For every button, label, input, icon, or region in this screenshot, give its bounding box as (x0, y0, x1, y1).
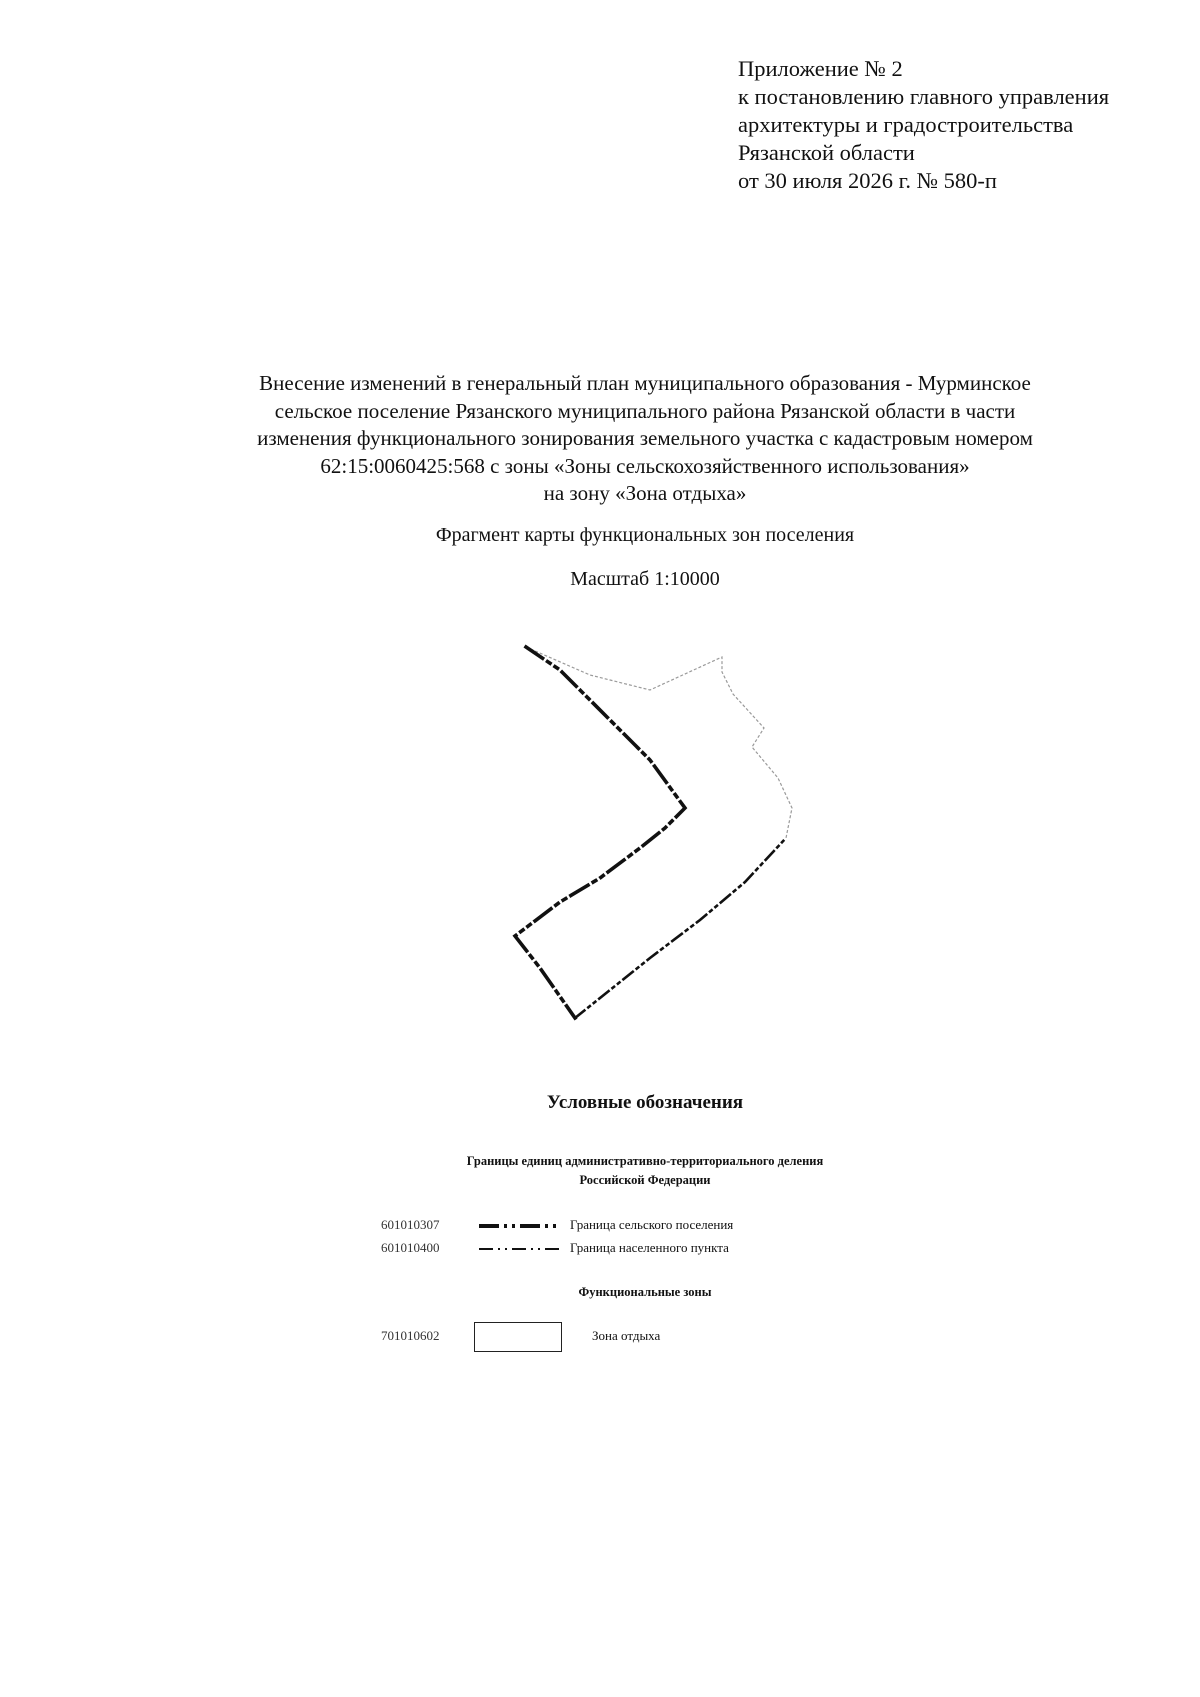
legend-label: Зона отдыха (592, 1328, 661, 1343)
recreation-zone-swatch (474, 1322, 562, 1352)
title-line: 62:15:0060425:568 с зоны «Зоны сельскохозяйственного использования» (320, 453, 970, 478)
appendix-line: Рязанской области (738, 140, 915, 165)
thin-dash-dot-line-icon (477, 1240, 563, 1258)
rural-settlement-boundary (515, 647, 685, 1018)
legend-section-line: Российской Федерации (579, 1173, 711, 1187)
thick-dash-dot-line-icon (477, 1217, 563, 1235)
appendix-line: к постановлению главного управления (738, 84, 1110, 109)
legend-title: Условные обозначения (546, 1092, 744, 1113)
appendix-line: архитектуры и градостроительства (738, 112, 1074, 137)
title-line: сельское поселение Рязанского муниципального района Рязанской области в части (274, 398, 1016, 423)
appendix-line: от 30 июля 2026 г. № 580-п (738, 168, 997, 193)
map-scale: Масштаб 1:10000 (570, 568, 720, 590)
legend-section-boundaries (0, 1152, 1200, 1190)
title-line: Внесение изменений в генеральный план муниципального образования - Мурминское (259, 371, 1031, 395)
legend-label: Граница населенного пункта (570, 1240, 729, 1255)
title-line: на зону «Зона отдыха» (543, 481, 747, 505)
map-fragment-caption: Фрагмент карты функциональных зон поселения (435, 524, 855, 546)
appendix-line: Приложение № 2 (738, 56, 903, 81)
legend-label: Граница сельского поселения (570, 1217, 734, 1232)
legend-section-functional-zones (0, 1283, 1200, 1302)
legend-code: 601010307 (381, 1217, 440, 1232)
legend-code: 701010602 (381, 1328, 440, 1343)
legend-section-line: Границы единиц административно-территориального деления (466, 1154, 824, 1168)
locality-boundary (575, 838, 786, 1018)
legend-section-line: Функциональные зоны (578, 1285, 712, 1299)
legend-code: 601010400 (381, 1240, 440, 1255)
title-line: изменения функционального зонирования земельного участка с кадастровым номером (257, 426, 1033, 450)
